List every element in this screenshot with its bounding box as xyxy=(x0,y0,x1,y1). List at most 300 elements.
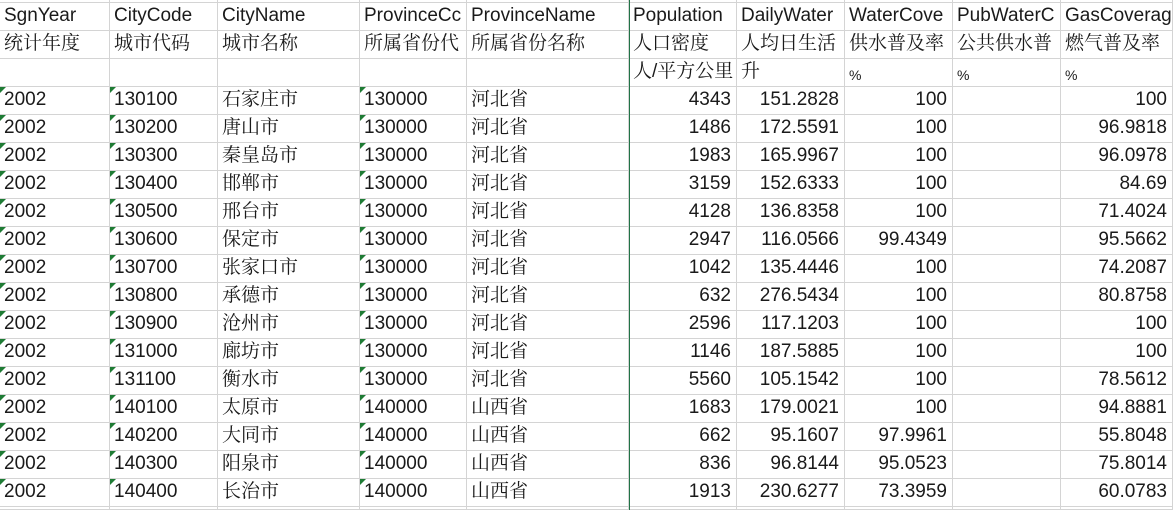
table-cell[interactable] xyxy=(737,479,845,507)
table-cell[interactable] xyxy=(110,311,218,339)
text-number-indicator-icon xyxy=(110,143,116,149)
table-cell[interactable] xyxy=(629,479,737,507)
table-cell[interactable] xyxy=(737,339,845,367)
table-cell-text: 130000 xyxy=(364,201,428,222)
table-cell[interactable] xyxy=(0,199,110,227)
table-cell-text: 山西省 xyxy=(471,425,529,446)
column-header-unit[interactable] xyxy=(629,59,737,87)
table-cell[interactable] xyxy=(737,311,845,339)
table-cell[interactable] xyxy=(737,199,845,227)
column-header-label[interactable] xyxy=(737,31,845,59)
column-header-unit[interactable] xyxy=(845,59,953,87)
column-header-unit[interactable] xyxy=(360,59,467,87)
table-cell[interactable] xyxy=(110,451,218,479)
table-cell[interactable] xyxy=(737,451,845,479)
table-cell-text: 130000 xyxy=(364,145,428,166)
column-header-name[interactable] xyxy=(953,3,1061,31)
table-cell-text: 95.5662 xyxy=(1098,229,1167,250)
text-number-indicator-icon xyxy=(0,283,6,289)
text-number-indicator-icon xyxy=(110,311,116,317)
table-cell[interactable] xyxy=(467,311,629,339)
column-header-unit[interactable] xyxy=(953,59,1061,87)
table-cell-text: 73.3959 xyxy=(878,481,947,502)
column-header-label[interactable] xyxy=(360,31,467,59)
text-number-indicator-icon xyxy=(360,87,366,93)
column-header-name-text: SgnYear xyxy=(4,5,77,26)
column-header-unit-text: % xyxy=(849,67,862,83)
column-header-name-text: CityName xyxy=(222,5,306,26)
table-cell[interactable] xyxy=(0,479,110,507)
table-cell-text: 140000 xyxy=(364,397,428,418)
table-cell[interactable] xyxy=(110,199,218,227)
table-cell-text: 2002 xyxy=(4,229,47,250)
column-header-unit-text: % xyxy=(1065,67,1078,83)
column-header-name-text: PubWaterC xyxy=(957,5,1055,26)
table-cell-text: 130000 xyxy=(364,173,428,194)
table-cell[interactable] xyxy=(110,339,218,367)
table-cell[interactable] xyxy=(1061,115,1173,143)
table-cell[interactable] xyxy=(218,227,360,255)
table-cell[interactable] xyxy=(629,311,737,339)
table-cell[interactable] xyxy=(845,423,953,451)
table-cell-text: 100 xyxy=(915,313,947,334)
column-header-name-text: WaterCove xyxy=(849,5,944,26)
table-cell[interactable] xyxy=(845,479,953,507)
table-cell-text: 130400 xyxy=(114,173,178,194)
table-cell[interactable] xyxy=(845,87,953,115)
column-header-label[interactable] xyxy=(953,31,1061,59)
text-number-indicator-icon xyxy=(110,227,116,233)
table-cell[interactable] xyxy=(1061,87,1173,115)
text-number-indicator-icon xyxy=(110,423,116,429)
table-cell-text: 140000 xyxy=(364,453,428,474)
table-cell-text: 80.8758 xyxy=(1098,285,1167,306)
table-cell[interactable] xyxy=(1061,395,1173,423)
table-cell-text: 140000 xyxy=(364,425,428,446)
table-cell[interactable] xyxy=(218,423,360,451)
table-cell-text: 130000 xyxy=(364,229,428,250)
table-cell-text: 179.0021 xyxy=(759,397,839,418)
table-cell[interactable] xyxy=(218,171,360,199)
table-cell-text: 100 xyxy=(1135,341,1167,362)
table-cell[interactable] xyxy=(467,199,629,227)
table-cell-text: 140000 xyxy=(364,481,428,502)
table-cell-text: 2002 xyxy=(4,397,47,418)
text-number-indicator-icon xyxy=(360,255,366,261)
table-cell[interactable] xyxy=(953,479,1061,507)
text-number-indicator-icon xyxy=(110,367,116,373)
table-cell-text: 187.5885 xyxy=(759,341,839,362)
table-cell-text: 河北省 xyxy=(471,257,529,278)
table-cell[interactable] xyxy=(218,283,360,311)
table-cell-text: 100 xyxy=(1135,89,1167,110)
table-cell-text: 131000 xyxy=(114,341,178,362)
table-cell[interactable] xyxy=(467,367,629,395)
table-cell[interactable] xyxy=(467,395,629,423)
table-cell[interactable] xyxy=(1061,199,1173,227)
table-cell[interactable] xyxy=(360,479,467,507)
table-cell[interactable] xyxy=(737,423,845,451)
table-cell-text: 130100 xyxy=(114,89,178,110)
column-header-unit[interactable] xyxy=(1061,59,1173,87)
table-cell[interactable] xyxy=(629,199,737,227)
table-cell[interactable] xyxy=(629,423,737,451)
table-cell-text: 承德市 xyxy=(222,285,280,306)
table-cell[interactable] xyxy=(110,395,218,423)
table-cell-text: 100 xyxy=(915,285,947,306)
table-cell[interactable] xyxy=(467,423,629,451)
text-number-indicator-icon xyxy=(360,311,366,317)
table-cell[interactable] xyxy=(0,143,110,171)
table-cell-text: 2002 xyxy=(4,313,47,334)
text-number-indicator-icon xyxy=(0,451,6,457)
table-cell-text: 95.1607 xyxy=(770,425,839,446)
column-header-name-text: ProvinceName xyxy=(471,5,596,26)
table-cell[interactable] xyxy=(629,87,737,115)
table-cell[interactable] xyxy=(0,171,110,199)
table-cell[interactable] xyxy=(629,143,737,171)
column-header-unit[interactable] xyxy=(467,59,629,87)
table-cell[interactable] xyxy=(467,339,629,367)
table-cell-text: 130200 xyxy=(114,117,178,138)
table-cell[interactable] xyxy=(737,255,845,283)
table-cell[interactable] xyxy=(110,423,218,451)
table-cell[interactable] xyxy=(360,199,467,227)
table-cell[interactable] xyxy=(360,283,467,311)
column-header-name[interactable] xyxy=(110,3,218,31)
table-cell[interactable] xyxy=(737,143,845,171)
table-cell[interactable] xyxy=(360,367,467,395)
table-cell[interactable] xyxy=(0,87,110,115)
table-cell[interactable] xyxy=(629,283,737,311)
table-cell[interactable] xyxy=(845,255,953,283)
table-cell[interactable] xyxy=(218,339,360,367)
table-cell-text: 河北省 xyxy=(471,229,529,250)
column-header-name[interactable] xyxy=(467,3,629,31)
table-cell-text: 96.0978 xyxy=(1098,145,1167,166)
table-cell-text: 60.0783 xyxy=(1098,481,1167,502)
text-number-indicator-icon xyxy=(0,339,6,345)
table-cell-text: 100 xyxy=(915,145,947,166)
table-cell[interactable] xyxy=(1061,171,1173,199)
table-cell[interactable] xyxy=(629,115,737,143)
column-header-name[interactable] xyxy=(1061,3,1173,31)
table-cell[interactable] xyxy=(737,115,845,143)
column-header-name[interactable] xyxy=(360,3,467,31)
table-cell[interactable] xyxy=(467,143,629,171)
column-header-label-text: 人均日生活 xyxy=(741,33,837,54)
text-number-indicator-icon xyxy=(360,143,366,149)
table-cell[interactable] xyxy=(360,255,467,283)
table-cell[interactable] xyxy=(0,339,110,367)
table-cell[interactable] xyxy=(737,87,845,115)
table-cell-text: 140300 xyxy=(114,453,178,474)
table-cell-text: 172.5591 xyxy=(759,117,839,138)
table-cell[interactable] xyxy=(953,87,1061,115)
table-cell-text: 2002 xyxy=(4,453,47,474)
text-number-indicator-icon xyxy=(110,87,116,93)
table-cell[interactable] xyxy=(845,143,953,171)
table-cell[interactable] xyxy=(845,395,953,423)
text-number-indicator-icon xyxy=(110,115,116,121)
table-cell[interactable] xyxy=(845,339,953,367)
table-cell[interactable] xyxy=(467,255,629,283)
table-cell[interactable] xyxy=(953,115,1061,143)
table-cell[interactable] xyxy=(110,255,218,283)
text-number-indicator-icon xyxy=(360,171,366,177)
table-cell-text: 2002 xyxy=(4,257,47,278)
column-header-label[interactable] xyxy=(629,31,737,59)
table-cell[interactable] xyxy=(467,87,629,115)
table-cell[interactable] xyxy=(1061,255,1173,283)
table-cell[interactable] xyxy=(110,479,218,507)
table-cell-text: 邢台市 xyxy=(222,201,280,222)
table-cell[interactable] xyxy=(0,367,110,395)
table-cell[interactable] xyxy=(629,227,737,255)
table-cell[interactable] xyxy=(110,87,218,115)
text-number-indicator-icon xyxy=(110,171,116,177)
table-cell[interactable] xyxy=(0,283,110,311)
table-cell-text: 117.1203 xyxy=(761,313,839,334)
table-cell-text: 100 xyxy=(915,201,947,222)
table-cell-text: 廊坊市 xyxy=(222,341,280,362)
table-cell-text: 2002 xyxy=(4,201,47,222)
table-cell-text: 唐山市 xyxy=(222,117,280,138)
table-cell[interactable] xyxy=(953,143,1061,171)
table-cell-text: 1913 xyxy=(688,481,731,502)
table-cell[interactable] xyxy=(360,423,467,451)
table-cell-text: 2002 xyxy=(4,117,47,138)
text-number-indicator-icon xyxy=(360,199,366,205)
table-cell[interactable] xyxy=(953,423,1061,451)
column-header-label[interactable] xyxy=(0,31,110,59)
table-cell[interactable] xyxy=(110,115,218,143)
table-cell[interactable] xyxy=(845,199,953,227)
column-header-label[interactable] xyxy=(218,31,360,59)
text-number-indicator-icon xyxy=(110,479,116,485)
table-cell[interactable] xyxy=(467,479,629,507)
table-cell-text: 100 xyxy=(915,173,947,194)
table-cell[interactable] xyxy=(360,311,467,339)
column-header-name[interactable] xyxy=(0,3,110,31)
column-header-label[interactable] xyxy=(110,31,218,59)
column-header-label[interactable] xyxy=(1061,31,1173,59)
table-cell[interactable] xyxy=(218,115,360,143)
table-cell-text: 2002 xyxy=(4,425,47,446)
table-cell-text: 140100 xyxy=(114,397,178,418)
table-cell-text: 130500 xyxy=(114,201,178,222)
table-cell-text: 山西省 xyxy=(471,397,529,418)
table-cell[interactable] xyxy=(360,395,467,423)
table-cell[interactable] xyxy=(0,451,110,479)
table-cell-text: 2002 xyxy=(4,285,47,306)
table-cell[interactable] xyxy=(218,87,360,115)
table-cell[interactable] xyxy=(953,255,1061,283)
table-cell[interactable] xyxy=(218,395,360,423)
column-header-name-text: GasCoverag xyxy=(1065,5,1172,26)
table-cell[interactable] xyxy=(110,367,218,395)
column-header-name[interactable] xyxy=(218,3,360,31)
table-cell-text: 衡水市 xyxy=(222,369,280,390)
table-cell[interactable] xyxy=(467,283,629,311)
table-cell[interactable] xyxy=(360,171,467,199)
table-cell-text: 130900 xyxy=(114,313,178,334)
table-cell[interactable] xyxy=(218,199,360,227)
table-cell[interactable] xyxy=(1061,423,1173,451)
table-cell-text: 1683 xyxy=(688,397,731,418)
table-cell[interactable] xyxy=(629,171,737,199)
table-cell[interactable] xyxy=(845,451,953,479)
table-cell-text: 河北省 xyxy=(471,341,529,362)
table-cell-text: 140200 xyxy=(114,425,178,446)
table-cell-text: 130000 xyxy=(364,285,428,306)
column-header-label[interactable] xyxy=(467,31,629,59)
table-cell-text: 邯郸市 xyxy=(222,173,280,194)
table-cell[interactable] xyxy=(218,143,360,171)
table-cell[interactable] xyxy=(953,171,1061,199)
column-header-label-text: 人口密度 xyxy=(633,33,710,54)
table-cell-text: 1983 xyxy=(688,145,731,166)
table-cell[interactable] xyxy=(953,199,1061,227)
table-cell[interactable] xyxy=(0,255,110,283)
table-cell[interactable] xyxy=(629,255,737,283)
table-cell[interactable] xyxy=(360,115,467,143)
table-cell-text: 74.2087 xyxy=(1098,257,1167,278)
table-cell-text: 100 xyxy=(1135,313,1167,334)
table-cell[interactable] xyxy=(467,171,629,199)
table-cell[interactable] xyxy=(845,227,953,255)
table-cell-text: 152.6333 xyxy=(759,173,839,194)
table-cell[interactable] xyxy=(1061,143,1173,171)
table-cell[interactable] xyxy=(737,367,845,395)
table-cell[interactable] xyxy=(1061,339,1173,367)
table-cell[interactable] xyxy=(218,479,360,507)
table-cell-text: 石家庄市 xyxy=(222,89,299,110)
table-cell[interactable] xyxy=(1061,227,1173,255)
table-cell[interactable] xyxy=(629,395,737,423)
table-cell[interactable] xyxy=(737,283,845,311)
table-cell[interactable] xyxy=(467,227,629,255)
table-cell[interactable] xyxy=(1061,283,1173,311)
table-cell-text: 662 xyxy=(699,425,731,446)
table-cell[interactable] xyxy=(629,339,737,367)
table-cell[interactable] xyxy=(0,423,110,451)
table-cell[interactable] xyxy=(953,339,1061,367)
column-header-label-text: 公共供水普 xyxy=(957,33,1053,54)
column-header-name[interactable] xyxy=(629,3,737,31)
text-number-indicator-icon xyxy=(0,479,6,485)
table-cell[interactable] xyxy=(1061,367,1173,395)
table-cell[interactable] xyxy=(0,311,110,339)
table-cell[interactable] xyxy=(629,451,737,479)
table-cell-text: 105.1542 xyxy=(759,369,839,390)
column-header-unit[interactable] xyxy=(218,59,360,87)
column-header-label[interactable] xyxy=(845,31,953,59)
text-number-indicator-icon xyxy=(110,199,116,205)
table-cell[interactable] xyxy=(360,339,467,367)
table-cell-text: 太原市 xyxy=(222,397,280,418)
table-cell-text: 130000 xyxy=(364,341,428,362)
table-cell[interactable] xyxy=(0,395,110,423)
table-cell-text: 张家口市 xyxy=(222,257,299,278)
table-cell[interactable] xyxy=(467,115,629,143)
table-cell[interactable] xyxy=(218,367,360,395)
text-number-indicator-icon xyxy=(0,367,6,373)
table-cell[interactable] xyxy=(953,367,1061,395)
column-header-unit[interactable] xyxy=(737,59,845,87)
table-cell-text: 836 xyxy=(699,453,731,474)
column-header-unit[interactable] xyxy=(110,59,218,87)
table-cell[interactable] xyxy=(218,311,360,339)
table-cell-text: 55.8048 xyxy=(1098,425,1167,446)
table-cell[interactable] xyxy=(360,87,467,115)
table-cell-text: 4128 xyxy=(688,201,731,222)
table-cell[interactable] xyxy=(953,395,1061,423)
table-cell-text: 2002 xyxy=(4,145,47,166)
table-cell-text: 河北省 xyxy=(471,369,529,390)
table-cell-text: 河北省 xyxy=(471,313,529,334)
table-cell[interactable] xyxy=(845,367,953,395)
table-cell[interactable] xyxy=(110,171,218,199)
column-header-label-text: 统计年度 xyxy=(4,33,81,54)
table-cell[interactable] xyxy=(953,227,1061,255)
table-cell[interactable] xyxy=(218,451,360,479)
table-cell[interactable] xyxy=(845,283,953,311)
table-cell[interactable] xyxy=(845,115,953,143)
text-number-indicator-icon xyxy=(0,311,6,317)
column-header-unit-text: 升 xyxy=(741,61,761,82)
table-cell-text: 100 xyxy=(915,341,947,362)
text-number-indicator-icon xyxy=(360,451,366,457)
table-cell[interactable] xyxy=(218,255,360,283)
table-cell-text: 151.2828 xyxy=(759,89,839,110)
table-cell[interactable] xyxy=(737,395,845,423)
table-cell-text: 2002 xyxy=(4,341,47,362)
table-cell[interactable] xyxy=(360,227,467,255)
table-cell[interactable] xyxy=(0,227,110,255)
table-cell-text: 山西省 xyxy=(471,481,529,502)
table-cell[interactable] xyxy=(953,451,1061,479)
table-cell[interactable] xyxy=(953,283,1061,311)
table-cell[interactable] xyxy=(953,311,1061,339)
table-cell[interactable] xyxy=(1061,479,1173,507)
table-cell[interactable] xyxy=(1061,451,1173,479)
table-cell[interactable] xyxy=(0,115,110,143)
table-cell-text: 165.9967 xyxy=(759,145,839,166)
column-header-name[interactable] xyxy=(737,3,845,31)
table-cell[interactable] xyxy=(1061,311,1173,339)
table-cell[interactable] xyxy=(110,143,218,171)
text-number-indicator-icon xyxy=(0,227,6,233)
column-header-name[interactable] xyxy=(845,3,953,31)
column-selection-border xyxy=(629,0,630,510)
table-cell[interactable] xyxy=(360,451,467,479)
table-cell-text: 大同市 xyxy=(222,425,280,446)
table-cell[interactable] xyxy=(737,227,845,255)
table-cell[interactable] xyxy=(845,311,953,339)
table-cell[interactable] xyxy=(110,283,218,311)
table-cell[interactable] xyxy=(360,143,467,171)
table-cell[interactable] xyxy=(737,171,845,199)
table-cell[interactable] xyxy=(629,367,737,395)
table-cell-text: 河北省 xyxy=(471,173,529,194)
table-cell[interactable] xyxy=(110,227,218,255)
column-header-unit[interactable] xyxy=(0,59,110,87)
table-cell-text: 保定市 xyxy=(222,229,280,250)
table-cell-text: 136.8358 xyxy=(759,201,839,222)
table-cell[interactable] xyxy=(467,451,629,479)
table-cell[interactable] xyxy=(845,171,953,199)
